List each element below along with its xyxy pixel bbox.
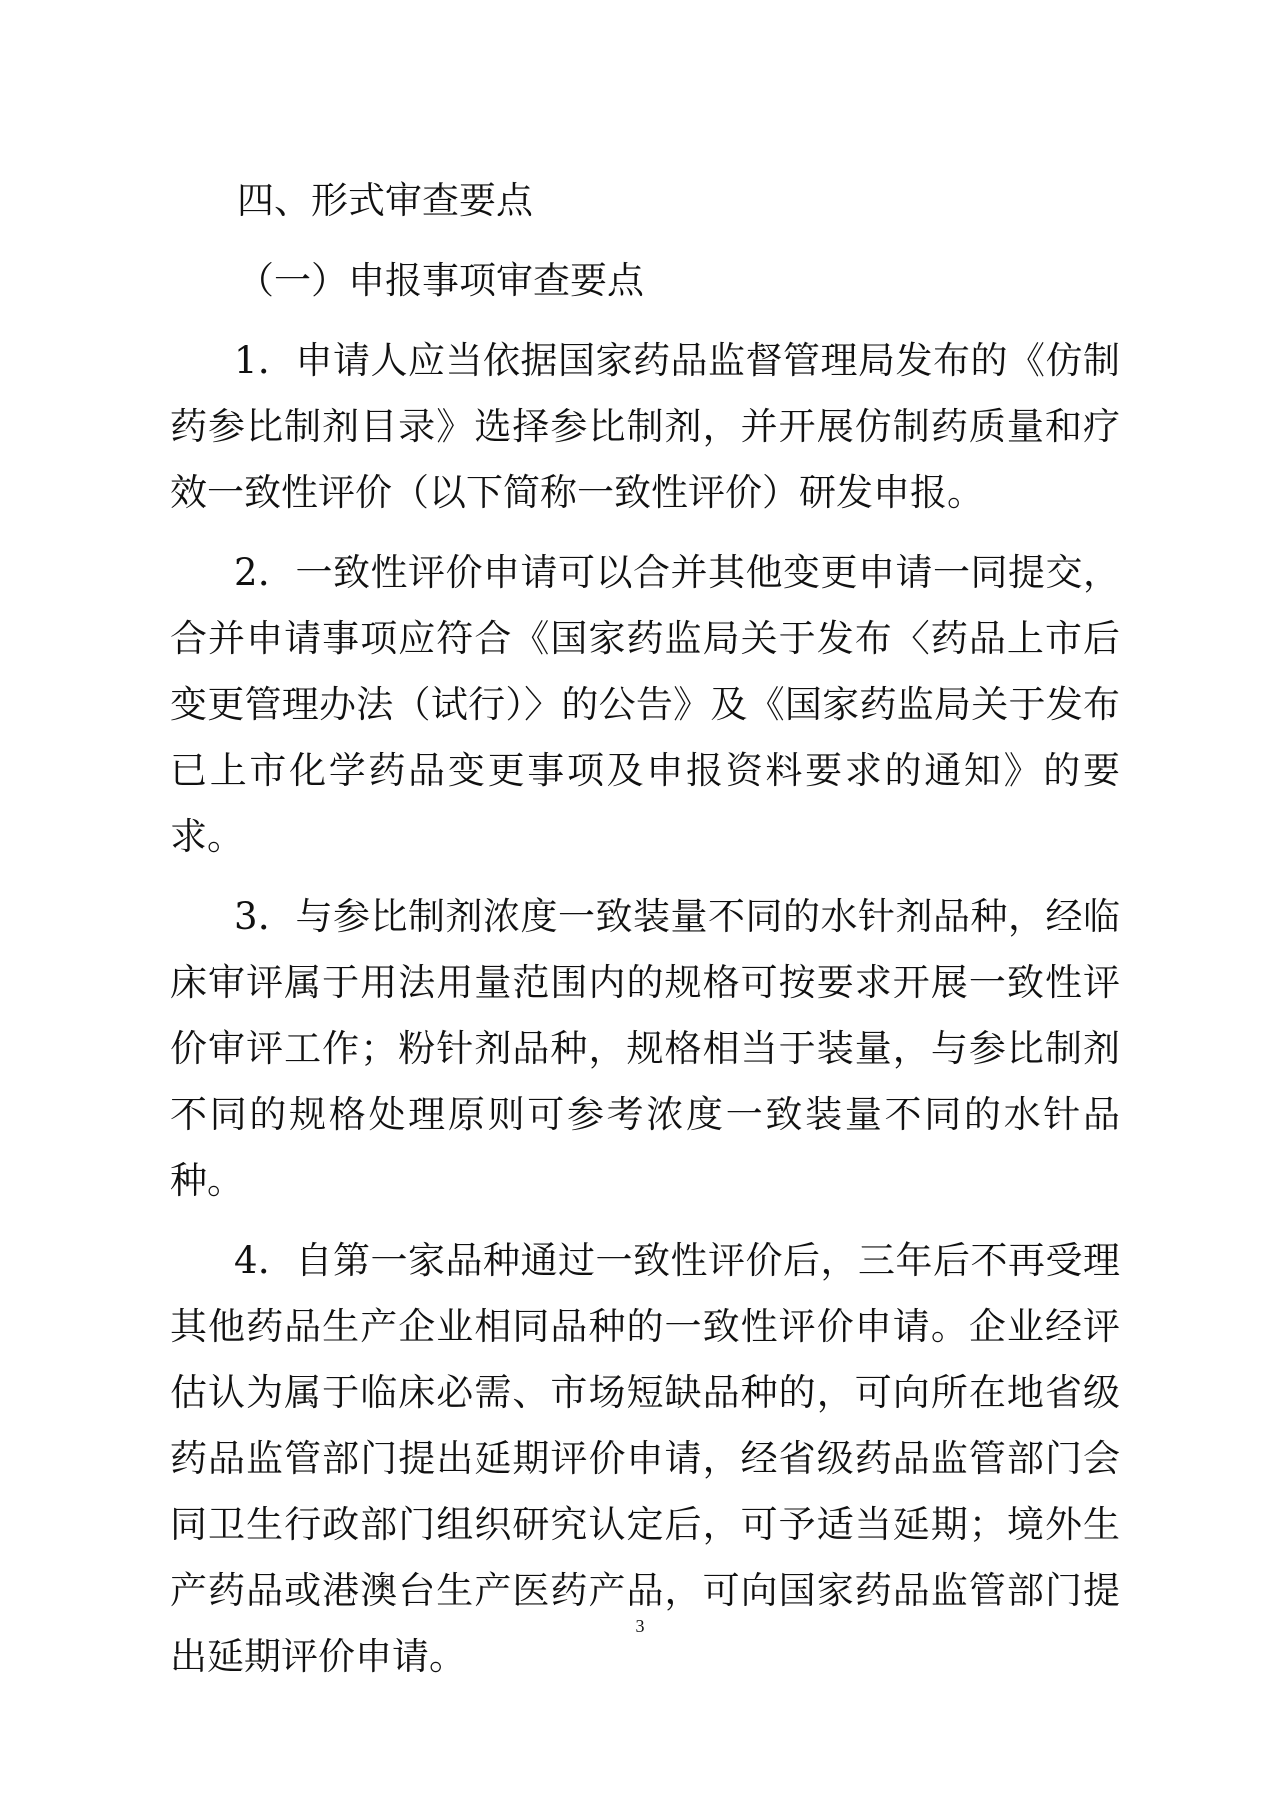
subsection-heading: （一）申报事项审查要点 [237, 259, 644, 302]
paragraph-4: 4．自第一家品种通过一致性评价后，三年后不再受理其他药品生产企业相同品种的一致性评价申请。企业经评估认为属于临床必需、市场短缺品种的，可向所在地省级药品监管部门提出延期评价申请，经省级药品监管部门会同卫生行政部门组织研究认定后，可予适当延期；境外生产药品或港澳台生产医药产品，可向国家药品监管部门提出延期评价申请。 [170, 1239, 1120, 1678]
page-number: 3 [635, 1616, 645, 1636]
paragraph-3: 3．与参比制剂浓度一致装量不同的水针剂品种，经临床审评属于用法用量范围内的规格可按要求开展一致性评价审评工作；粉针剂品种，规格相当于装量，与参比制剂不同的规格处理原则可参考浓度一致装量不同的水针品种。 [170, 895, 1120, 1202]
section-heading: 四、形式审查要点 [237, 179, 533, 222]
paragraph-2: 2．一致性评价申请可以合并其他变更申请一同提交，合并申请事项应符合《国家药监局关于发布〈药品上市后变更管理办法（试行）〉的公告》及《国家药监局关于发布已上市化学药品变更事项及申报资料要求的通知》的要求。 [170, 551, 1120, 858]
document-body [170, 168, 1120, 1704]
paragraph-1: 1．申请人应当依据国家药品监督管理局发布的《仿制药参比制剂目录》选择参比制剂，并开展仿制药质量和疗效一致性评价（以下简称一致性评价）研发申报。 [170, 339, 1120, 514]
